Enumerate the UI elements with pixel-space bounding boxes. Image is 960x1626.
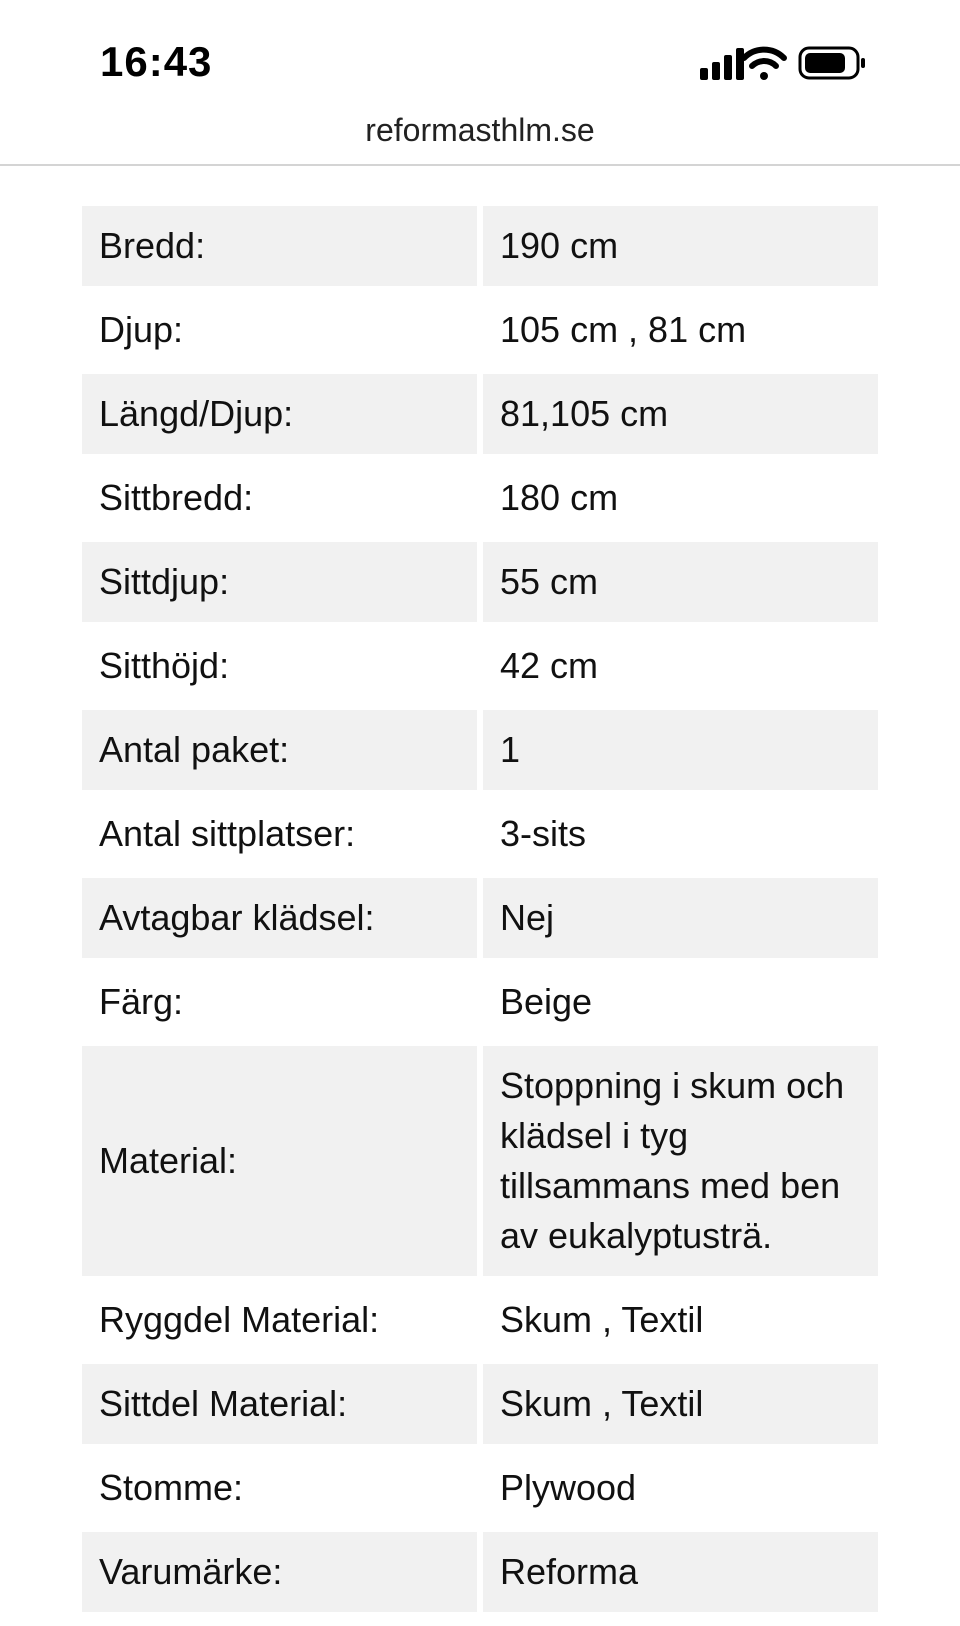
cellular-signal-icon bbox=[700, 48, 744, 80]
status-icons-svg bbox=[700, 44, 900, 84]
spec-value: 1 bbox=[483, 710, 878, 790]
spec-label: Antal sittplatser: bbox=[99, 813, 356, 854]
status-icons bbox=[700, 44, 900, 84]
spec-label: Sittbredd: bbox=[99, 477, 254, 518]
spec-label: Varumärke: bbox=[82, 1532, 477, 1612]
spec-value: Plywood bbox=[500, 1467, 637, 1508]
spec-value: 42 cm bbox=[500, 645, 599, 686]
spec-row-stomme bbox=[82, 1448, 878, 1528]
spec-label: Sitthöjd: bbox=[99, 645, 230, 686]
spec-row-djup bbox=[82, 290, 878, 370]
spec-value: 55 cm bbox=[483, 542, 878, 622]
battery-icon bbox=[800, 48, 865, 78]
spec-value: Beige bbox=[500, 981, 593, 1022]
spec-row-varumarke bbox=[82, 1532, 878, 1612]
spec-label: Sittdjup: bbox=[82, 542, 477, 622]
browser-address-bar[interactable] bbox=[0, 108, 960, 166]
spec-label: Avtagbar klädsel: bbox=[82, 878, 477, 958]
spec-row-ryggdel-material bbox=[82, 1280, 878, 1360]
spec-label: Antal paket: bbox=[82, 710, 477, 790]
status-bar bbox=[0, 0, 960, 110]
spec-table bbox=[82, 206, 878, 1616]
spec-value: Reforma bbox=[483, 1532, 878, 1612]
status-time: 16:43 bbox=[100, 38, 213, 85]
spec-row-sittdjup bbox=[82, 542, 878, 622]
spec-label: Längd/Djup: bbox=[82, 374, 477, 454]
spec-label: Stomme: bbox=[99, 1467, 244, 1508]
spec-row-antal-sittplatser bbox=[82, 794, 878, 874]
spec-row-bredd bbox=[82, 206, 878, 286]
spec-value: Stoppning i skum och klädsel i tyg tillsammans med ben av eukalyptusträ. bbox=[483, 1046, 878, 1276]
spec-label: Sittdel Material: bbox=[82, 1364, 477, 1444]
spec-row-sitthojd bbox=[82, 626, 878, 706]
spec-row-langd-djup bbox=[82, 374, 878, 454]
spec-row-material bbox=[82, 1046, 878, 1276]
spec-label: Material: bbox=[82, 1046, 477, 1276]
wifi-icon bbox=[744, 50, 784, 80]
spec-value: Skum , Textil bbox=[483, 1364, 878, 1444]
url-text[interactable]: reformasthlm.se bbox=[365, 112, 595, 148]
spec-value: Skum , Textil bbox=[500, 1299, 704, 1340]
spec-row-farg bbox=[82, 962, 878, 1042]
spec-row-sittdel-material bbox=[82, 1364, 878, 1444]
spec-row-antal-paket bbox=[82, 710, 878, 790]
spec-label: Ryggdel Material: bbox=[99, 1299, 380, 1340]
spec-value: 190 cm bbox=[483, 206, 878, 286]
spec-value: 3-sits bbox=[500, 813, 587, 854]
spec-value: 180 cm bbox=[500, 477, 619, 518]
spec-label: Bredd: bbox=[82, 206, 477, 286]
spec-row-avtagbar-kladsel bbox=[82, 878, 878, 958]
spec-value: Nej bbox=[483, 878, 878, 958]
spec-row-sittbredd bbox=[82, 458, 878, 538]
spec-value: 81,105 cm bbox=[483, 374, 878, 454]
spec-label: Färg: bbox=[99, 981, 184, 1022]
spec-value: 105 cm , 81 cm bbox=[500, 309, 747, 350]
spec-label: Djup: bbox=[99, 309, 184, 350]
